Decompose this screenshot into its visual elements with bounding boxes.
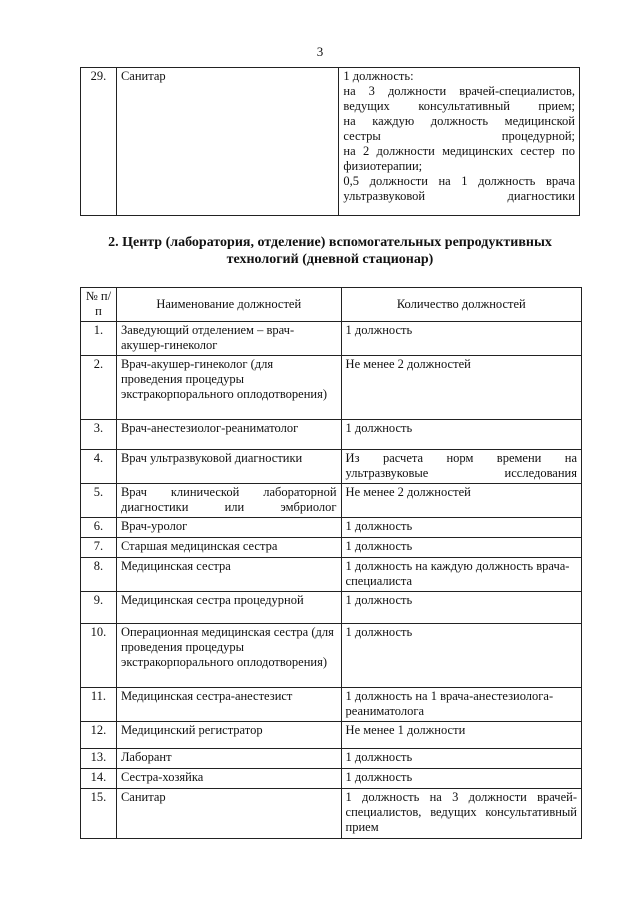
position-quantity: 1 должность на 3 должности врачей-специалистов, ведущих консультативный прием [341,789,581,839]
position-quantity: 1 должность [341,538,581,558]
table-row [81,518,582,538]
position-quantity: 1 должность [341,420,581,450]
table-row [81,592,582,624]
position-name: Сестра-хозяйка [116,769,341,789]
row-number: 9. [81,592,117,624]
table-row [81,538,582,558]
row-number: 8. [81,558,117,592]
column-header-number: № п/п [81,288,117,322]
table-row [81,769,582,789]
row-number: 5. [81,484,117,518]
row-number: 3. [81,420,117,450]
position-quantity [339,68,580,216]
column-header-quantity: Количество должностей [341,288,581,322]
position-name: Заведующий отделением – врач-акушер-гинеколог [116,322,341,356]
quantity-line: на каждую должность медицинской сестры процедурной; [343,114,575,143]
section-heading-line: 2. Центр (лаборатория, отделение) вспомогательных репродуктивных [108,235,552,250]
quantity-line: 0,5 должности на 1 должность врача ультразвуковой диагностики [343,174,575,203]
position-quantity: 1 должность [341,769,581,789]
row-number: 14. [81,769,117,789]
row-number: 11. [81,688,117,722]
table-row [81,450,582,484]
position-name: Врач ультразвуковой диагностики [116,450,341,484]
position-quantity: 1 должность [341,592,581,624]
row-number: 6. [81,518,117,538]
quantity-line: на 3 должности врачей-специалистов, ведущих консультативный прием; [343,84,575,113]
position-quantity: Не менее 2 должностей [341,356,581,420]
staff-table-continued [80,67,580,216]
row-number: 10. [81,624,117,688]
position-name: Врач-акушер-гинеколог (для проведения процедуры экстракорпорального оплодотворения) [116,356,341,420]
position-name: Санитар [116,789,341,839]
page-number: 3 [316,44,324,59]
table-row [81,722,582,749]
position-quantity: 1 должность [341,749,581,769]
section-heading-line: технологий (дневной стационар) [226,252,434,267]
table-row [81,749,582,769]
position-quantity: 1 должность на 1 врача-анестезиолога-реаниматолога [341,688,581,722]
table-row [81,624,582,688]
position-name: Врач-анестезиолог-реаниматолог [116,420,341,450]
position-quantity: 1 должность [341,322,581,356]
quantity-line: на 2 должности медицинских сестер по физиотерапии; [343,144,575,173]
table-row [81,789,582,839]
position-quantity: Не менее 2 должностей [341,484,581,518]
position-name: Врач-уролог [116,518,341,538]
table-header-row [81,288,582,322]
position-quantity: Не менее 1 должности [341,722,581,749]
staff-table [80,287,582,839]
position-name: Операционная медицинская сестра (для проведения процедуры экстракорпорального оплодотворения) [116,624,341,688]
position-quantity: 1 должность на каждую должность врача-специалиста [341,558,581,592]
row-number: 2. [81,356,117,420]
table-row [81,356,582,420]
position-name: Медицинский регистратор [116,722,341,749]
position-name: Лаборант [116,749,341,769]
table-row [81,688,582,722]
position-name: Медицинская сестра [116,558,341,592]
row-number: 15. [81,789,117,839]
quantity-line: 1 должность: [343,69,414,83]
column-header-name: Наименование должностей [116,288,341,322]
position-quantity: Из расчета норм времени на ультразвуковые исследования [341,450,581,484]
position-name: Врач клинической лабораторной диагностики или эмбриолог [116,484,341,518]
row-number: 12. [81,722,117,749]
section-heading [60,234,600,268]
position-name: Медицинская сестра-анестезист [116,688,341,722]
row-number: 13. [81,749,117,769]
table-row [81,68,580,216]
row-number: 4. [81,450,117,484]
row-number: 29. [81,68,117,216]
table-row [81,558,582,592]
position-quantity: 1 должность [341,518,581,538]
row-number: 1. [81,322,117,356]
position-name: Санитар [116,68,338,216]
position-quantity: 1 должность [341,624,581,688]
table-row [81,322,582,356]
position-name: Старшая медицинская сестра [116,538,341,558]
position-name: Медицинская сестра процедурной [116,592,341,624]
table-row [81,420,582,450]
table-row [81,484,582,518]
row-number: 7. [81,538,117,558]
